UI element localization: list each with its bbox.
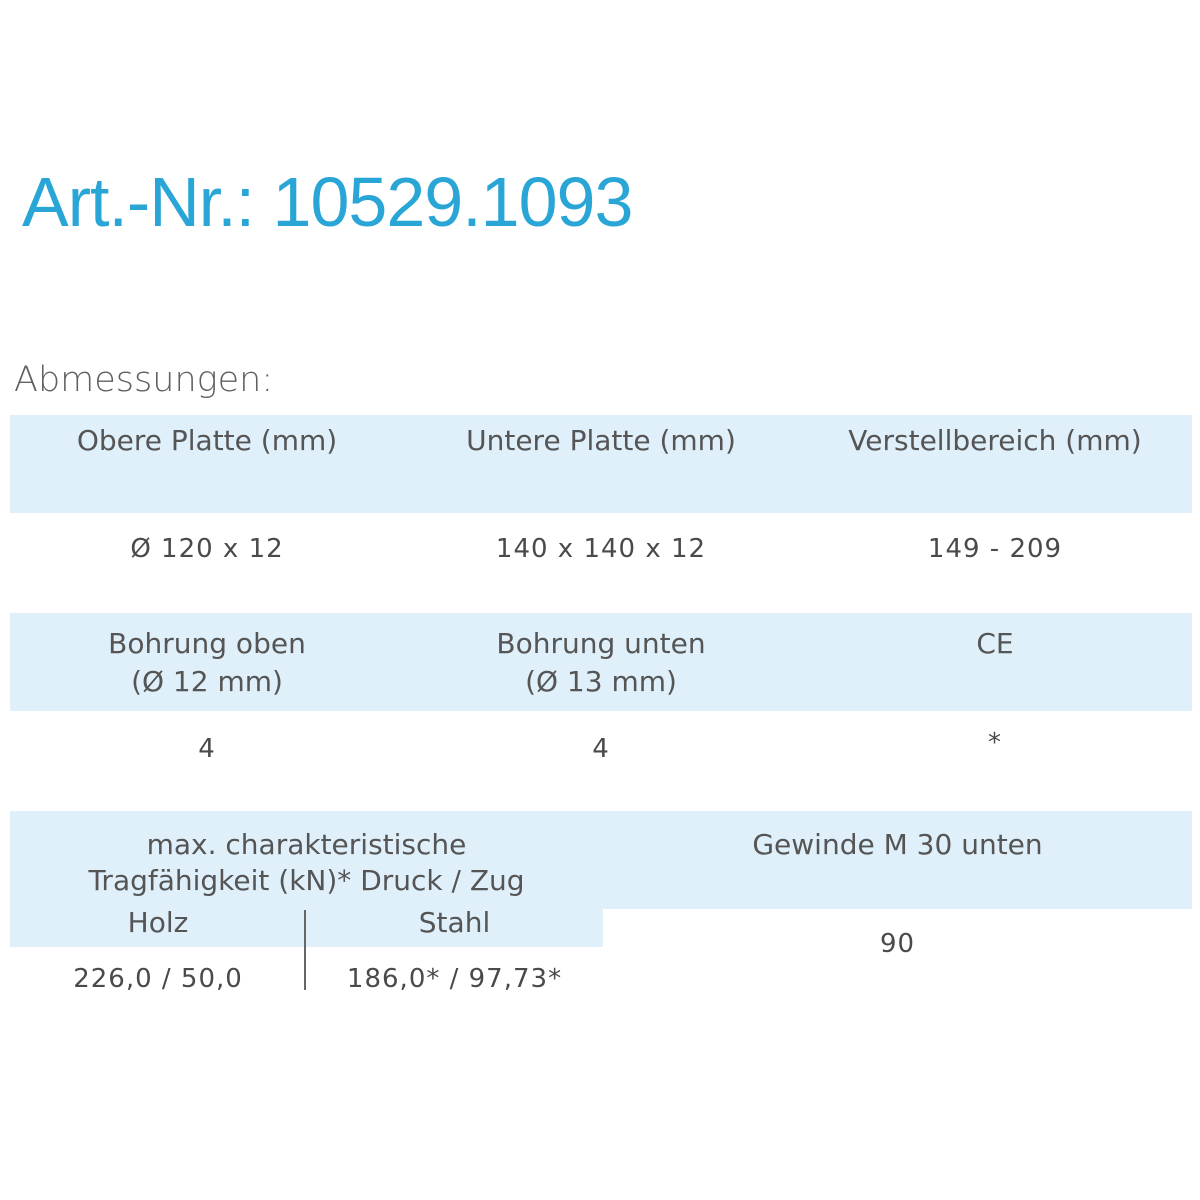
value-obere-platte: Ø 120 x 12 bbox=[130, 534, 284, 564]
value-verstellbereich: 149 - 209 bbox=[927, 534, 1063, 564]
value-ce: * bbox=[988, 728, 1002, 758]
value-gewinde: 90 bbox=[879, 929, 916, 959]
article-number: Art.-Nr.: 10529.1093 bbox=[22, 163, 633, 241]
section-title-dimensions: Abmessungen: bbox=[14, 360, 274, 400]
value-untere-platte: 140 x 140 x 12 bbox=[495, 534, 707, 564]
header-obere-platte: Obere Platte (mm) bbox=[76, 424, 338, 457]
value-stahl: 186,0* / 97,73* bbox=[346, 964, 563, 994]
header-bohrung-oben-line2: (Ø 12 mm) bbox=[131, 665, 283, 698]
header-verstellbereich: Verstellbereich (mm) bbox=[848, 424, 1142, 457]
value-bohrung-oben: 4 bbox=[198, 734, 216, 764]
header-bohrung-unten-line2: (Ø 13 mm) bbox=[525, 665, 677, 698]
value-bohrung-unten: 4 bbox=[592, 734, 610, 764]
header-bohrung-unten-line1: Bohrung unten bbox=[496, 627, 706, 660]
header-gewinde: Gewinde M 30 unten bbox=[752, 828, 1043, 861]
header-capacity-line2: Tragfähigkeit (kN)* Druck / Zug bbox=[88, 864, 525, 897]
header-capacity-line1: max. charakteristische bbox=[146, 828, 467, 861]
header-stahl: Stahl bbox=[418, 906, 491, 939]
header-bohrung-oben-line1: Bohrung oben bbox=[108, 627, 306, 660]
header-ce: CE bbox=[976, 627, 1014, 660]
value-holz: 226,0 / 50,0 bbox=[73, 964, 243, 994]
header-untere-platte: Untere Platte (mm) bbox=[466, 424, 736, 457]
header-holz: Holz bbox=[127, 906, 189, 939]
